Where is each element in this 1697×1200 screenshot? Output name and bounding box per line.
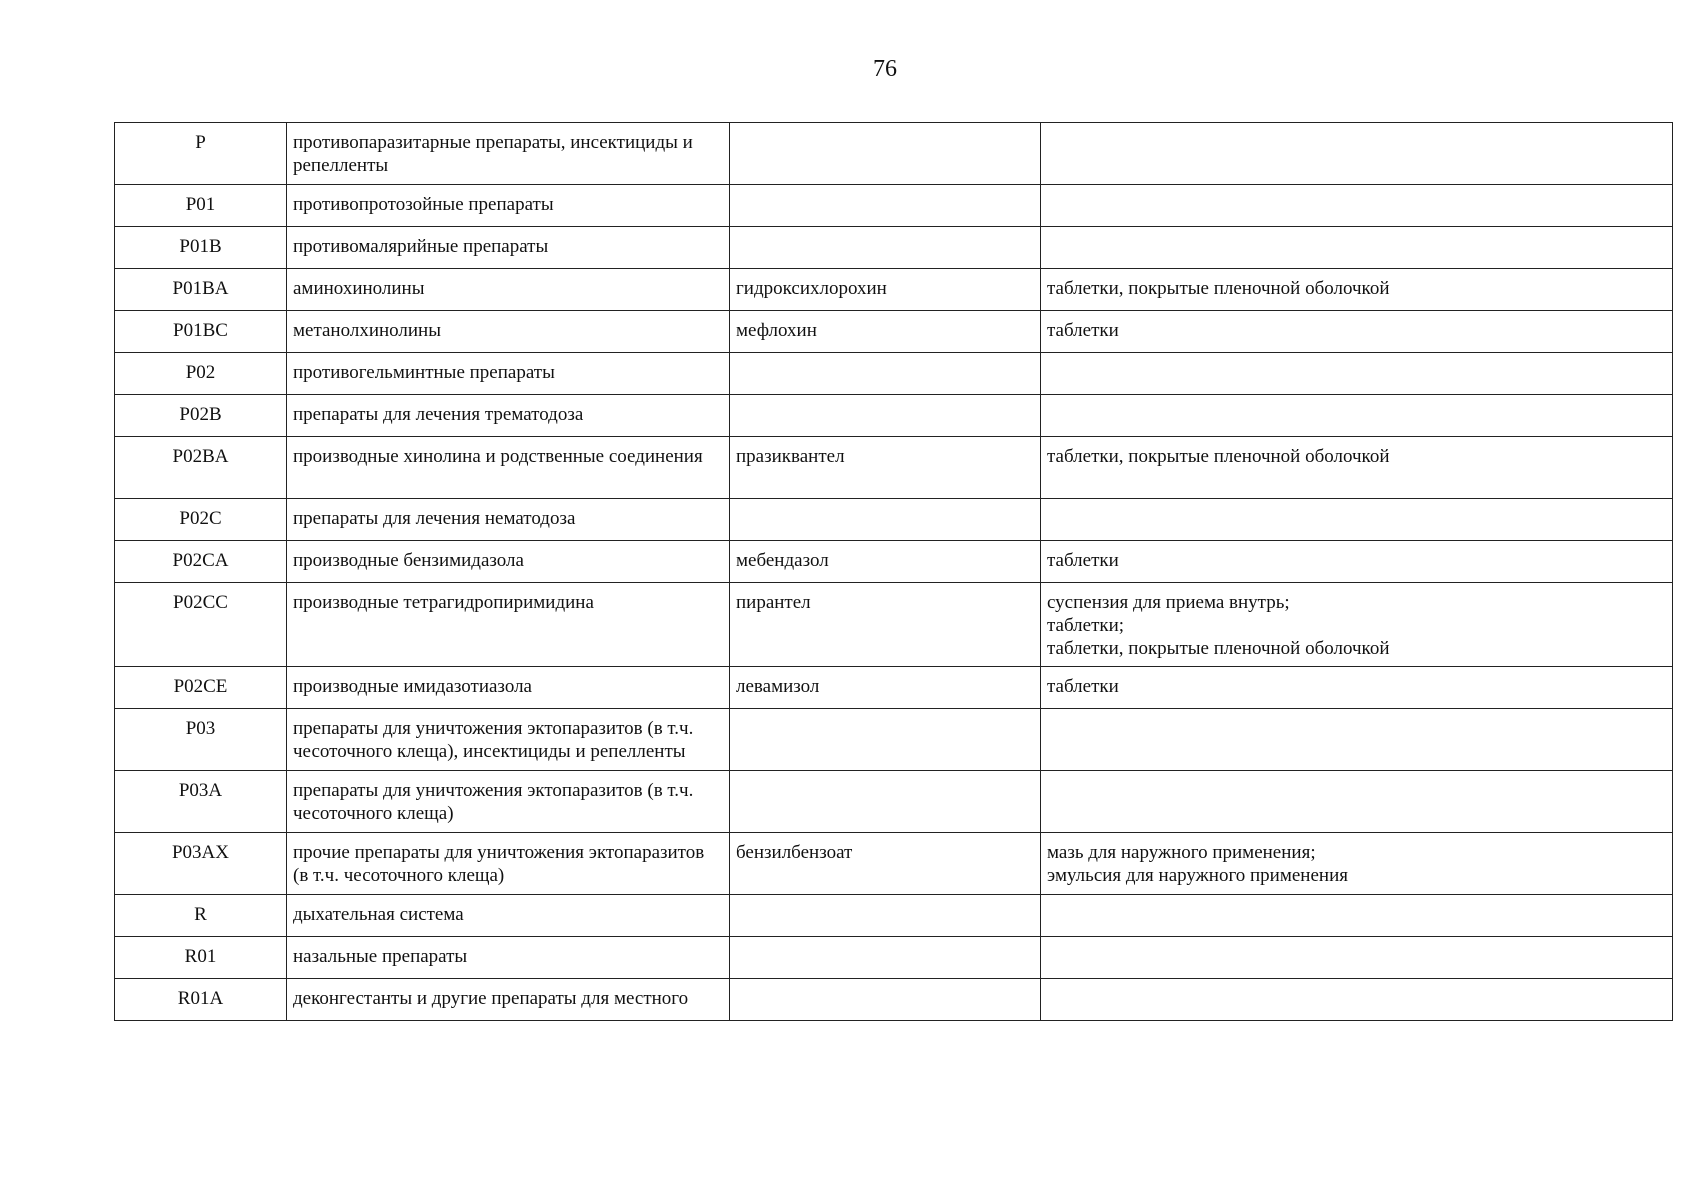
group-name-cell: производные хинолина и родственные соединения bbox=[287, 437, 730, 499]
table-row bbox=[115, 227, 1673, 269]
group-name-cell: назальные препараты bbox=[287, 937, 730, 979]
group-name-cell: дыхательная система bbox=[287, 895, 730, 937]
group-name-cell: производные бензимидазола bbox=[287, 541, 730, 583]
table-row bbox=[115, 771, 1673, 833]
atc-code-cell: P03AX bbox=[115, 833, 287, 895]
atc-code-cell: P01BA bbox=[115, 269, 287, 311]
dosage-form-cell bbox=[1041, 895, 1673, 937]
dosage-form-cell bbox=[1041, 123, 1673, 185]
atc-code-cell: P02B bbox=[115, 395, 287, 437]
atc-code-cell: P02CA bbox=[115, 541, 287, 583]
group-name-cell: противопротозойные препараты bbox=[287, 185, 730, 227]
dosage-form-cell bbox=[1041, 937, 1673, 979]
group-name-cell: противогельминтные препараты bbox=[287, 353, 730, 395]
medication-table bbox=[114, 122, 1673, 1021]
table-row bbox=[115, 979, 1673, 1021]
table-row bbox=[115, 269, 1673, 311]
dosage-form-cell: таблетки, покрытые пленочной оболочкой bbox=[1041, 269, 1673, 311]
group-name-cell: препараты для уничтожения эктопаразитов (в т.ч. чесоточного клеща) bbox=[287, 771, 730, 833]
atc-code-cell: R01 bbox=[115, 937, 287, 979]
dosage-form-cell bbox=[1041, 185, 1673, 227]
group-name-cell: препараты для уничтожения эктопаразитов (в т.ч. чесоточного клеща), инсектициды и репелленты bbox=[287, 709, 730, 771]
dosage-form-cell bbox=[1041, 227, 1673, 269]
atc-code-cell: P01 bbox=[115, 185, 287, 227]
atc-code-cell: P02CE bbox=[115, 667, 287, 709]
table-row bbox=[115, 541, 1673, 583]
group-name-cell: производные тетрагидропиримидина bbox=[287, 583, 730, 667]
dosage-form-cell bbox=[1041, 353, 1673, 395]
drug-name-cell bbox=[730, 979, 1041, 1021]
drug-name-cell bbox=[730, 709, 1041, 771]
atc-code-cell: P03A bbox=[115, 771, 287, 833]
group-name-cell: деконгестанты и другие препараты для местного bbox=[287, 979, 730, 1021]
dosage-form-cell: таблетки bbox=[1041, 667, 1673, 709]
drug-name-cell: бензилбензоат bbox=[730, 833, 1041, 895]
atc-code-cell: R bbox=[115, 895, 287, 937]
dosage-form-cell: таблетки bbox=[1041, 311, 1673, 353]
table-row bbox=[115, 311, 1673, 353]
table-row bbox=[115, 353, 1673, 395]
drug-name-cell bbox=[730, 395, 1041, 437]
table-body bbox=[115, 123, 1673, 1021]
dosage-form-cell bbox=[1041, 395, 1673, 437]
dosage-form-cell: суспензия для приема внутрь; таблетки; таблетки, покрытые пленочной оболочкой bbox=[1041, 583, 1673, 667]
atc-code-cell: P03 bbox=[115, 709, 287, 771]
group-name-cell: препараты для лечения нематодоза bbox=[287, 499, 730, 541]
page-number: 76 bbox=[873, 56, 897, 82]
drug-name-cell bbox=[730, 771, 1041, 833]
drug-name-cell bbox=[730, 895, 1041, 937]
dosage-form-cell bbox=[1041, 979, 1673, 1021]
atc-code-cell: P02 bbox=[115, 353, 287, 395]
group-name-cell: аминохинолины bbox=[287, 269, 730, 311]
drug-name-cell: гидроксихлорохин bbox=[730, 269, 1041, 311]
group-name-cell: метанолхинолины bbox=[287, 311, 730, 353]
atc-code-cell: P02C bbox=[115, 499, 287, 541]
table-row bbox=[115, 937, 1673, 979]
table-row bbox=[115, 667, 1673, 709]
dosage-form-cell bbox=[1041, 499, 1673, 541]
table-row bbox=[115, 499, 1673, 541]
group-name-cell: прочие препараты для уничтожения эктопаразитов (в т.ч. чесоточного клеща) bbox=[287, 833, 730, 895]
drug-name-cell bbox=[730, 123, 1041, 185]
drug-name-cell bbox=[730, 185, 1041, 227]
drug-name-cell: мебендазол bbox=[730, 541, 1041, 583]
table-row bbox=[115, 709, 1673, 771]
table-row bbox=[115, 185, 1673, 227]
table-row bbox=[115, 395, 1673, 437]
table-row bbox=[115, 123, 1673, 185]
group-name-cell: противомалярийные препараты bbox=[287, 227, 730, 269]
atc-code-cell: P01B bbox=[115, 227, 287, 269]
dosage-form-cell: таблетки, покрытые пленочной оболочкой bbox=[1041, 437, 1673, 499]
group-name-cell: препараты для лечения трематодоза bbox=[287, 395, 730, 437]
dosage-form-cell: таблетки bbox=[1041, 541, 1673, 583]
drug-name-cell bbox=[730, 937, 1041, 979]
group-name-cell: производные имидазотиазола bbox=[287, 667, 730, 709]
drug-name-cell: празиквантел bbox=[730, 437, 1041, 499]
dosage-form-cell bbox=[1041, 709, 1673, 771]
drug-name-cell bbox=[730, 353, 1041, 395]
table-row bbox=[115, 895, 1673, 937]
drug-name-cell: пирантел bbox=[730, 583, 1041, 667]
dosage-form-cell: мазь для наружного применения; эмульсия для наружного применения bbox=[1041, 833, 1673, 895]
drug-name-cell bbox=[730, 227, 1041, 269]
table-row bbox=[115, 833, 1673, 895]
atc-code-cell: P02CC bbox=[115, 583, 287, 667]
dosage-form-cell bbox=[1041, 771, 1673, 833]
drug-name-cell: мефлохин bbox=[730, 311, 1041, 353]
drug-name-cell: левамизол bbox=[730, 667, 1041, 709]
atc-code-cell: R01A bbox=[115, 979, 287, 1021]
atc-code-cell: P bbox=[115, 123, 287, 185]
atc-code-cell: P02BA bbox=[115, 437, 287, 499]
drug-name-cell bbox=[730, 499, 1041, 541]
group-name-cell: противопаразитарные препараты, инсектициды и репелленты bbox=[287, 123, 730, 185]
atc-code-cell: P01BC bbox=[115, 311, 287, 353]
table-row bbox=[115, 583, 1673, 667]
table-row bbox=[115, 437, 1673, 499]
